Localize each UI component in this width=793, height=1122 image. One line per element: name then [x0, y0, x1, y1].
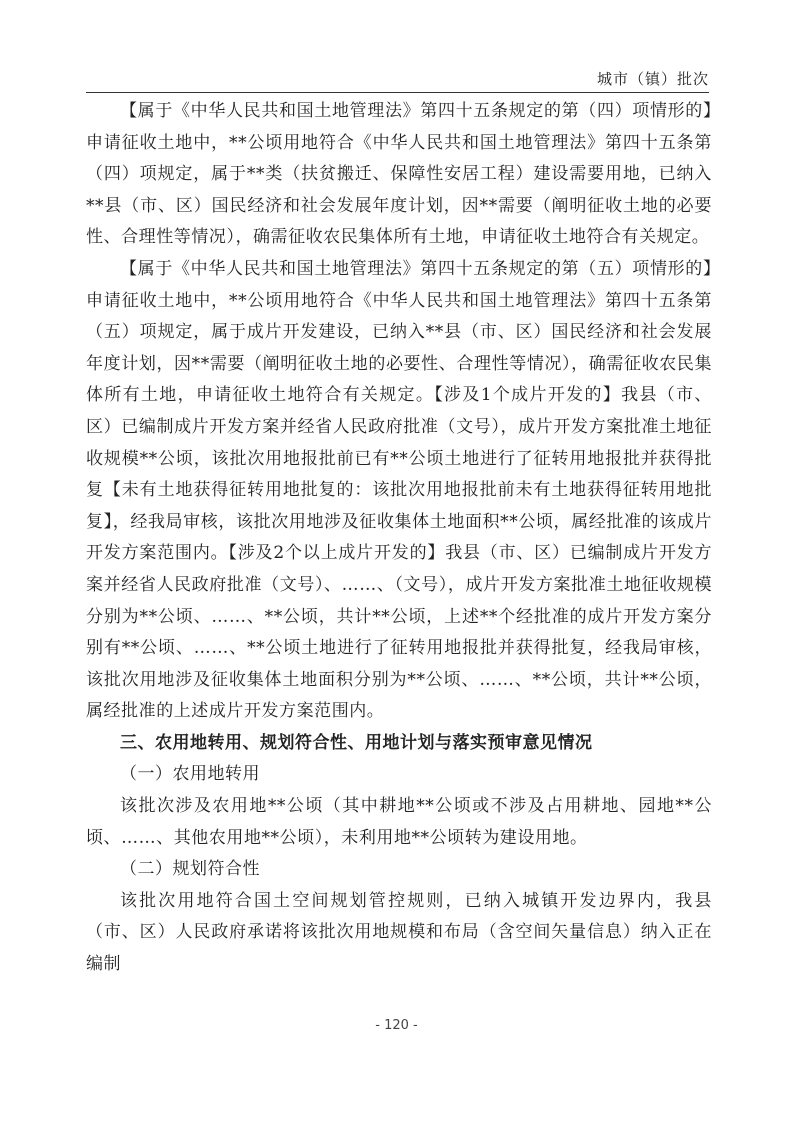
document-body [86, 96, 712, 981]
paragraph-clause-four: 【属于《中华人民共和国土地管理法》第四十五条规定的第（四）项情形的】申请征收土地中，**公顷用地符合《中华人民共和国土地管理法》第四十五条第（四）项规定，属于**类（扶贫搬迁、保障性安居工程）建设需要用地，已纳入**县（市、区）国民经济和社会发展年度计划，因**需要（阐明征收土地的必要性、合理性等情况），确需征收农民集体所有土地，申请征收土地符合有关规定。 [86, 101, 712, 248]
paragraph-clause-five: 【属于《中华人民共和国土地管理法》第四十五条规定的第（五）项情形的】申请征收土地中，**公顷用地符合《中华人民共和国土地管理法》第四十五条第（五）项规定，属于成片开发建设，已纳入**县（市、区）国民经济和社会发展年度计划，因**需要（阐明征收土地的必要性、合理性等情况），确需征收农民集体所有土地，申请征收土地符合有关规定。【涉及1个成片开发的】我县（市、区）已编制成片开发方案并经省人民政府批准（文号），成片开发方案批准土地征收规模**公顷，该批次用地报批前已有**公顷土地进行了征转用地报批并获得批复【未有土地获得征转用地批复的：该批次用地报批前未有土地获得征转用地批复】，经我局审核，该批次用地涉及征收集体土地面积**公顷，属经批准的该成片开发方案范围内。【涉及2个以上成片开发的】我县（市、区）已编制成片开发方案并经省人民政府批准（文号）、……、（文号），成片开发方案批准土地征收规模分别为**公顷、……、**公顷，共计**公顷，上述**个经批准的成片开发方案分别有**公顷、……、**公顷土地进行了征转用地报批并获得批复，经我局审核，该批次用地涉及征收集体土地面积分别为**公顷、……、**公顷，共计**公顷，属经批准的上述成片开发方案范围内。 [86, 258, 712, 722]
header-divider [86, 92, 709, 93]
running-header: 城市（镇）批次 [596, 70, 709, 88]
subheading-farmland-conversion: （一）农用地转用 [120, 764, 260, 785]
page-number: - 120 - [375, 1018, 418, 1033]
section-heading: 三、农用地转用、规划符合性、用地计划与落实预审意见情况 [120, 732, 593, 753]
paragraph-planning-compliance: 该批次用地符合国土空间规划管控规则，已纳入城镇开发边界内，我县（市、区）人民政府承诺将该批次用地规模和布局（含空间矢量信息）纳入正在编制 [86, 890, 712, 975]
subheading-planning-compliance: （二）规划符合性 [120, 859, 260, 880]
paragraph-farmland-conversion: 该批次涉及农用地**公顷（其中耕地**公顷或不涉及占用耕地、园地**公顷、……、其他农用地**公顷），未利用地**公顷转为建设用地。 [86, 796, 712, 848]
